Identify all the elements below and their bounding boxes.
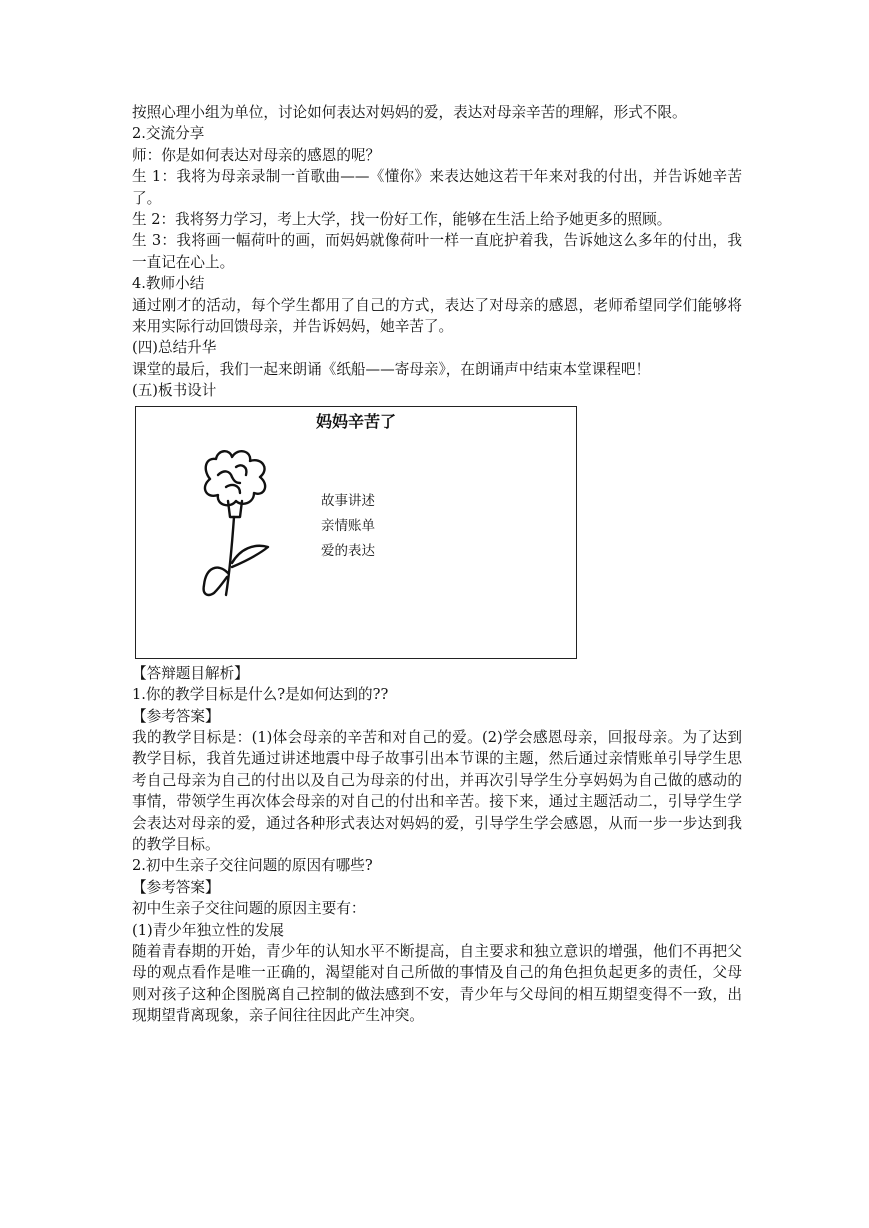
- document-body: [132, 102, 742, 1027]
- paragraph: 课堂的最后，我们一起来朗诵《纸船——寄母亲》，在朗诵声中结束本堂课程吧！: [132, 360, 651, 378]
- question: 2.初中生亲子交往问题的原因有哪些?: [132, 857, 373, 875]
- subheading: (1)青少年独立性的发展: [132, 921, 285, 939]
- carnation-flower-icon: [196, 445, 286, 605]
- board-item: 故事讲述: [321, 492, 375, 509]
- paragraph: 生 2：我将努力学习，考上大学，找一份好工作，能够在生活上给予她更多的照顾。: [132, 211, 672, 229]
- paragraph: 通过刚才的活动，每个学生都用了自己的方式，表达了对母亲的感恩，老师希望同学们能够将来用实际行动回馈母亲，并告诉妈妈，她辛苦了。: [132, 296, 742, 336]
- board-item: 爱的表达: [321, 542, 375, 559]
- section-heading: (五)板书设计: [132, 382, 217, 400]
- paragraph: 按照心理小组为单位，讨论如何表达对妈妈的爱，表达对母亲辛苦的理解，形式不限。: [132, 104, 687, 121]
- answer-paragraph: 随着青春期的开始，青少年的认知水平不断提高，自主要求和独立意识的增强，他们不再把父母的观点看作是唯一正确的，渴望能对自己所做的事情及自己的角色担负起更多的责任，父母则对孩子这种企图脱离自己控制的做法感到不安，青少年与父母间的相互期望变得不一致，出现期望背离现象，亲子间往往因此产生冲突。: [132, 942, 742, 1025]
- board-title: 妈妈辛苦了: [315, 411, 396, 431]
- paragraph: 生 3：我将画一幅荷叶的画，而妈妈就像荷叶一样一直庇护着我，告诉她这么多年的付出，我一直记在心上。: [132, 232, 742, 271]
- blackboard-design-figure: [135, 406, 577, 659]
- answer-paragraph: 我的教学目标是：(1)体会母亲的辛苦和对自己的爱。(2)学会感恩母亲，回报母亲。为了达到教学目标，我首先通过讲述地震中母子故事引出本节课的主题，然后通过亲情账单引导学生思考自己母亲为自己的付出以及自己为母亲的付出，并再次引导学生分享妈妈为自己做的感动的事情，带领学生再次体会母亲的对自己的付出和辛苦。接下来，通过主题活动二，引导学生学会表达对母亲的爱，通过各种形式表达对妈妈的爱，引导学生学会感恩，从而一步一步达到我的教学目标。: [132, 728, 742, 853]
- question: 1.你的教学目标是什么?是如何达到的??: [132, 686, 389, 704]
- answer-paragraph: 初中生亲子交往问题的原因主要有：: [132, 900, 366, 918]
- section-heading: 2.交流分享: [132, 125, 205, 143]
- board-item: 亲情账单: [321, 517, 375, 534]
- section-heading: 【参考答案】: [132, 707, 220, 725]
- paragraph: 师：你是如何表达对母亲的感恩的呢？: [132, 146, 381, 164]
- section-heading: (四)总结升华: [132, 339, 217, 357]
- section-heading: 【答辩题目解析】: [132, 664, 249, 682]
- section-heading: 4.教师小结: [132, 275, 205, 293]
- section-heading: 【参考答案】: [132, 878, 220, 896]
- paragraph: 生 1：我将为母亲录制一首歌曲——《懂你》来表达她这若干年来对我的付出，并告诉她辛苦了。: [132, 168, 742, 207]
